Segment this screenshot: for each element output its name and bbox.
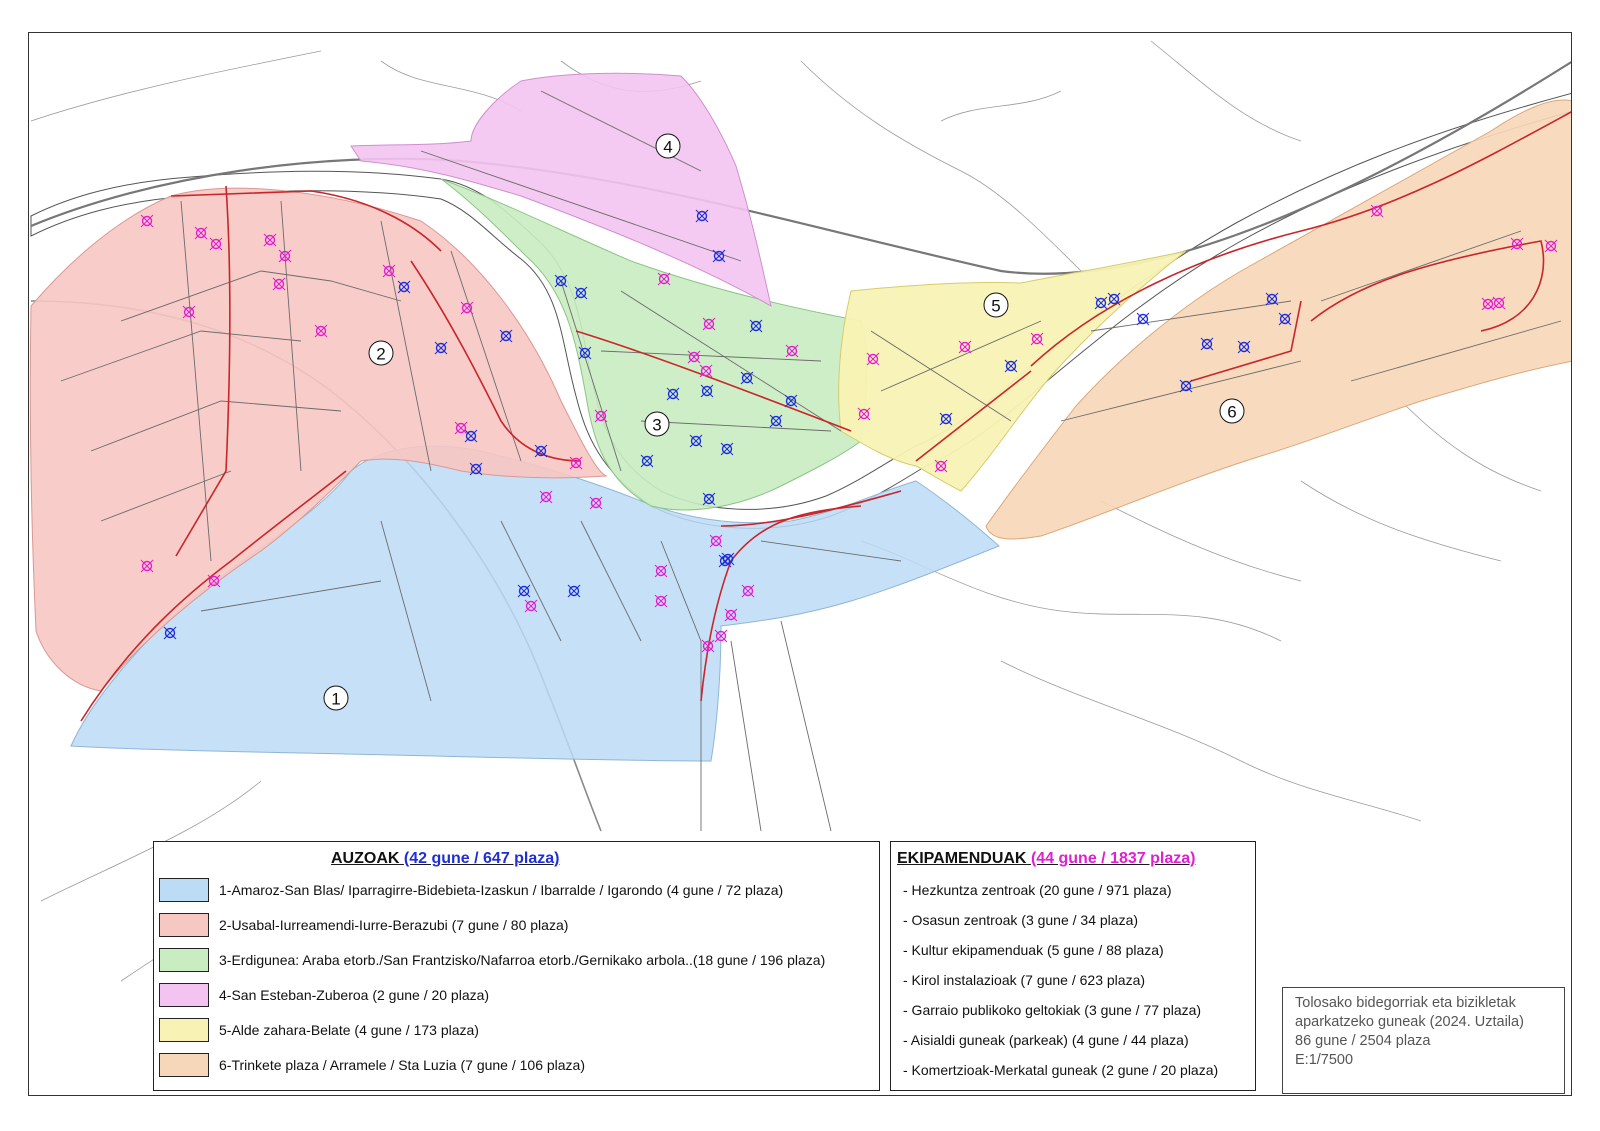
bicycle-parking-marker-icon bbox=[1545, 240, 1557, 252]
zone-label-3 bbox=[645, 412, 669, 436]
ekipamendu-item: - Osasun zentroak (3 gune / 34 plaza) bbox=[903, 912, 1139, 928]
bicycle-parking-marker-icon bbox=[700, 365, 712, 377]
bicycle-parking-marker-icon bbox=[655, 595, 667, 607]
legend-ekipamenduak bbox=[890, 841, 1256, 1091]
bicycle-parking-marker-icon bbox=[1108, 293, 1120, 305]
bicycle-parking-marker-icon bbox=[696, 210, 708, 222]
bicycle-parking-marker-icon bbox=[741, 372, 753, 384]
bicycle-parking-marker-icon bbox=[713, 250, 725, 262]
bicycle-parking-marker-icon bbox=[279, 250, 291, 262]
ekipamendu-item: - Garraio publikoko geltokiak (3 gune / 77 plaza) bbox=[903, 1002, 1202, 1018]
auzoak-title-text: AUZOAK bbox=[331, 850, 400, 867]
zone-label-2 bbox=[369, 341, 393, 365]
bicycle-parking-marker-icon bbox=[1371, 205, 1383, 217]
bicycle-parking-marker-icon bbox=[722, 553, 734, 565]
info-title-line-2: aparkatzeko guneak (2024. Uztaila) bbox=[1295, 1014, 1524, 1030]
zone-label-5 bbox=[984, 293, 1008, 317]
bicycle-parking-marker-icon bbox=[858, 408, 870, 420]
bicycle-parking-marker-icon bbox=[742, 585, 754, 597]
zone-2-swatch bbox=[159, 913, 209, 937]
bicycle-parking-marker-icon bbox=[1482, 298, 1494, 310]
bicycle-parking-marker-icon bbox=[315, 325, 327, 337]
legend-ekipamenduak-title bbox=[897, 850, 1195, 868]
bicycle-parking-marker-icon bbox=[786, 345, 798, 357]
bicycle-parking-marker-icon bbox=[590, 497, 602, 509]
legend-item-label: 1-Amaroz-San Blas/ Iparragirre-Bidebieta-Izaskun / Ibarralde / Igarondo (4 gune / 72 plaza) bbox=[219, 882, 784, 898]
bicycle-parking-marker-icon bbox=[398, 281, 410, 293]
legend-item-label: 2-Usabal-Iurreamendi-Iurre-Berazubi (7 gune / 80 plaza) bbox=[219, 917, 569, 933]
bicycle-parking-marker-icon bbox=[703, 493, 715, 505]
bicycle-parking-marker-icon bbox=[183, 306, 195, 318]
legend-item-zone-3 bbox=[159, 947, 825, 973]
bicycle-parking-marker-icon bbox=[688, 351, 700, 363]
bicycle-parking-marker-icon bbox=[940, 413, 952, 425]
bicycle-parking-marker-icon bbox=[1511, 238, 1523, 250]
bicycle-parking-marker-icon bbox=[575, 287, 587, 299]
bicycle-parking-marker-icon bbox=[1031, 333, 1043, 345]
svg-text:1: 1 bbox=[331, 689, 341, 709]
legend-item-label: 4-San Esteban-Zuberoa (2 gune / 20 plaza) bbox=[219, 987, 490, 1003]
bicycle-parking-marker-icon bbox=[141, 560, 153, 572]
bicycle-parking-marker-icon bbox=[525, 600, 537, 612]
bicycle-parking-marker-icon bbox=[264, 234, 276, 246]
legend-item-zone-4 bbox=[159, 982, 489, 1008]
ekipamendu-item: - Kirol instalazioak (7 gune / 623 plaza) bbox=[903, 972, 1146, 988]
ekipamendu-item: - Hezkuntza zentroak (20 gune / 971 plaza) bbox=[903, 882, 1172, 898]
zone-6-swatch bbox=[159, 1053, 209, 1077]
svg-text:3: 3 bbox=[652, 415, 662, 435]
bicycle-parking-marker-icon bbox=[540, 491, 552, 503]
bicycle-parking-marker-icon bbox=[703, 318, 715, 330]
bicycle-parking-marker-icon bbox=[1493, 297, 1505, 309]
bicycle-parking-marker-icon bbox=[500, 330, 512, 342]
legend-item-zone-6 bbox=[159, 1052, 585, 1078]
bicycle-parking-marker-icon bbox=[690, 435, 702, 447]
zone-4-swatch bbox=[159, 983, 209, 1007]
bicycle-parking-marker-icon bbox=[867, 353, 879, 365]
svg-text:2: 2 bbox=[376, 344, 386, 364]
info-scale: E:1/7500 bbox=[1295, 1052, 1354, 1068]
bicycle-parking-marker-icon bbox=[455, 422, 467, 434]
bicycle-parking-marker-icon bbox=[710, 535, 722, 547]
bicycle-parking-marker-icon bbox=[518, 585, 530, 597]
bicycle-parking-marker-icon bbox=[641, 455, 653, 467]
bicycle-parking-marker-icon bbox=[579, 347, 591, 359]
info-totals: 86 gune / 2504 plaza bbox=[1295, 1033, 1431, 1049]
bicycle-parking-marker-icon bbox=[715, 630, 727, 642]
bicycle-parking-marker-icon bbox=[725, 609, 737, 621]
bicycle-parking-marker-icon bbox=[1279, 313, 1291, 325]
bicycle-parking-marker-icon bbox=[461, 302, 473, 314]
bicycle-parking-marker-icon bbox=[935, 460, 947, 472]
bicycle-parking-marker-icon bbox=[210, 238, 222, 250]
bicycle-parking-marker-icon bbox=[1238, 341, 1250, 353]
bicycle-parking-marker-icon bbox=[570, 457, 582, 469]
auzoak-title-count: (42 gune / 647 plaza) bbox=[403, 850, 560, 867]
bicycle-parking-marker-icon bbox=[383, 265, 395, 277]
legend-item-label: 6-Trinkete plaza / Arramele / Sta Luzia (7 gune / 106 plaza) bbox=[219, 1057, 586, 1073]
bicycle-parking-marker-icon bbox=[1201, 338, 1213, 350]
bicycle-parking-marker-icon bbox=[667, 388, 679, 400]
bicycle-parking-marker-icon bbox=[595, 410, 607, 422]
bicycle-parking-marker-icon bbox=[164, 627, 176, 639]
ekipamendu-item: - Kultur ekipamenduak (5 gune / 88 plaza) bbox=[903, 942, 1164, 958]
bicycle-parking-marker-icon bbox=[770, 415, 782, 427]
bicycle-parking-marker-icon bbox=[141, 215, 153, 227]
zone-label-6 bbox=[1220, 399, 1244, 423]
zone-5-swatch bbox=[159, 1018, 209, 1042]
bicycle-parking-marker-icon bbox=[568, 585, 580, 597]
legend-item-zone-5 bbox=[159, 1017, 479, 1043]
legend-item-label: 5-Alde zahara-Belate (4 gune / 173 plaza) bbox=[219, 1022, 479, 1038]
ekipamenduak-title-count: (44 gune / 1837 plaza) bbox=[1030, 850, 1196, 867]
zone-label-1 bbox=[324, 686, 348, 710]
bicycle-parking-marker-icon bbox=[719, 555, 731, 567]
legend-auzoak bbox=[153, 841, 880, 1091]
bicycle-parking-marker-icon bbox=[701, 385, 713, 397]
info-title-line-1: Tolosako bidegorriak eta bizikletak bbox=[1295, 995, 1516, 1011]
bicycle-parking-marker-icon bbox=[702, 640, 714, 652]
bicycle-parking-marker-icon bbox=[1095, 297, 1107, 309]
bicycle-parking-marker-icon bbox=[555, 275, 567, 287]
svg-text:6: 6 bbox=[1227, 402, 1237, 422]
bicycle-parking-marker-icon bbox=[1180, 380, 1192, 392]
bicycle-parking-marker-icon bbox=[721, 443, 733, 455]
legend-item-zone-2 bbox=[159, 912, 568, 938]
bicycle-parking-marker-icon bbox=[655, 565, 667, 577]
zone-label-4 bbox=[656, 134, 680, 158]
legend-item-label: 3-Erdigunea: Araba etorb./San Frantzisko/Nafarroa etorb./Gernikako arbola..(18 gune / 196 plaza) bbox=[219, 952, 826, 968]
bicycle-parking-marker-icon bbox=[195, 227, 207, 239]
ekipamendu-item: - Komertzioak-Merkatal guneak (2 gune / 20 plaza) bbox=[903, 1062, 1219, 1078]
bicycle-parking-marker-icon bbox=[1005, 360, 1017, 372]
ekipamenduak-title-text: EKIPAMENDUAK bbox=[897, 850, 1027, 867]
zone-1-swatch bbox=[159, 878, 209, 902]
ekipamendu-item: - Aisialdi guneak (parkeak) (4 gune / 44 plaza) bbox=[903, 1032, 1189, 1048]
bicycle-parking-marker-icon bbox=[959, 341, 971, 353]
bicycle-parking-marker-icon bbox=[658, 273, 670, 285]
bicycle-parking-marker-icon bbox=[1266, 293, 1278, 305]
legend-item-zone-1 bbox=[159, 877, 783, 903]
svg-text:5: 5 bbox=[991, 296, 1001, 316]
bicycle-parking-marker-icon bbox=[435, 342, 447, 354]
bicycle-parking-marker-icon bbox=[535, 445, 547, 457]
bicycle-parking-marker-icon bbox=[750, 320, 762, 332]
zone-3-swatch bbox=[159, 948, 209, 972]
legend-auzoak-title bbox=[331, 850, 560, 868]
bicycle-parking-marker-icon bbox=[785, 395, 797, 407]
bicycle-parking-marker-icon bbox=[1137, 313, 1149, 325]
bicycle-parking-marker-icon bbox=[465, 430, 477, 442]
svg-text:4: 4 bbox=[663, 137, 673, 157]
map-info-box bbox=[1282, 987, 1565, 1094]
bicycle-parking-marker-icon bbox=[273, 278, 285, 290]
bicycle-parking-marker-icon bbox=[470, 463, 482, 475]
bicycle-parking-marker-icon bbox=[208, 575, 220, 587]
